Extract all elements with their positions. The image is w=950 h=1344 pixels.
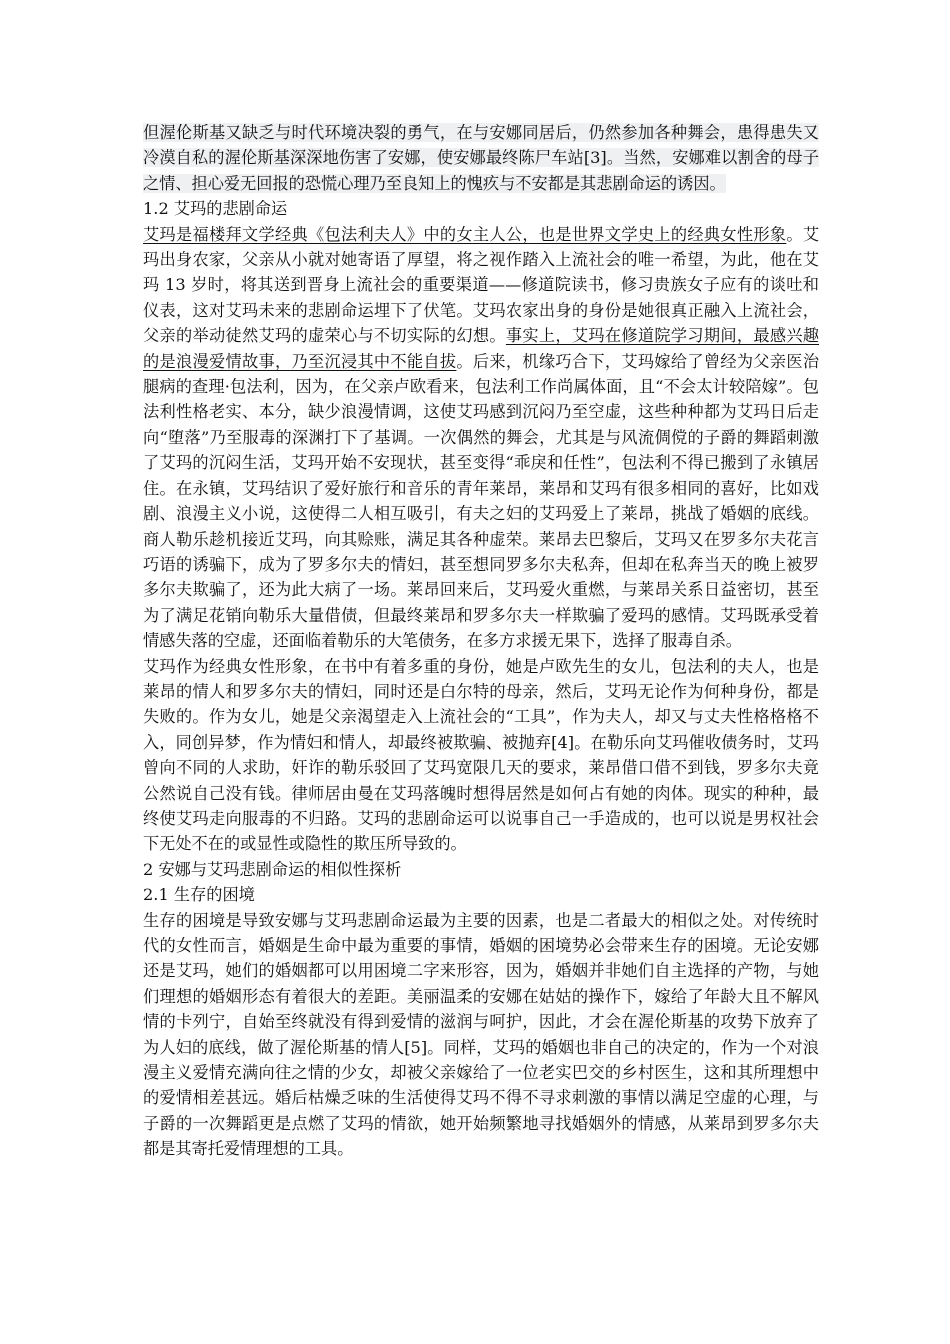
paragraph-emma-tragedy (143, 222, 819, 654)
section-heading-2 (143, 857, 819, 882)
paragraph-anna-tragedy-end (143, 120, 819, 196)
paragraph-emma-identities (143, 654, 819, 857)
section-heading-1-2 (143, 196, 819, 221)
paragraph-text: 。艾玛出身农家，父亲从小就对她寄语了厚望，将之视作踏入上流社会的唯一希望，为此，他在艾玛 13 岁时，将其送到晋身上流社会的重要渠道——修道院读书，修习贵族女子应有的谈吐和仪表，这对艾玛未来的悲剧命运埋下了伏笔。艾玛农家出身的身份是她很真正融入上流社会，父亲的举动徒然艾玛的虚荣心与不切实际的幻想。 (143, 224, 820, 346)
paragraph-text: 艾玛作为经典女性形象，在书中有着多重的身份，她是卢欧先生的女儿，包法利的夫人，也是莱昂的情人和罗多尔夫的情妇，同时还是白尔特的母亲，然后，艾玛无论作为何种身份，都是失败的。作为女儿，她是父亲渴望走入上流社会的“工具”，作为夫人，却又与丈夫性格格格不入，同创异梦，作为情妇和情人，却最终被欺骗、被抛弃[4]。在勒乐向艾玛催收债务时，艾玛曾向不同的人求助，奸诈的勒乐驳回了艾玛宽限几天的要求，莱昂借口借不到钱，罗多尔夫竟公然说自己没有钱。律师居由曼在艾玛落魄时想得居然是如何占有她的肉体。现实的种种，最终使艾玛走向服毒的不归路。艾玛的悲剧命运可以说事自己一手造成的，也可以说是男权社会下无处不在的或显性或隐性的欺压所导致的。 (143, 656, 819, 854)
heading-text: 2 安娜与艾玛悲剧命运的相似性探析 (143, 859, 402, 879)
heading-text: 2.1 生存的困境 (143, 885, 255, 905)
paragraph-text: 生存的困境是导致安娜与艾玛悲剧命运最为主要的因素，也是二者最大的相似之处。对传统时代的女性而言，婚姻是生命中最为重要的事情，婚姻的困境势必会带来生存的困境。无论安娜还是艾玛，她们的婚姻都可以用困境二字来形容，因为，婚姻并非她们自主选择的产物，与她们理想的婚姻形态有着很大的差距。美丽温柔的安娜在姑姑的操作下，嫁给了年龄大且不解风情的卡列宁，自始至终就没有得到爱情的滋润与呵护，因此，才会在渥伦斯基的攻势下放弃了为人妇的底线，做了渥伦斯基的情人[5]。同样，艾玛的婚姻也非自己的决定的，作为一个对浪漫主义爱情充满向往之情的少女，却被父亲嫁给了一位老实巴交的乡村医生，这和其所理想中的爱情相差甚远。婚后枯燥乏味的生活使得艾玛不得不寻求刺激的事情以满足空虚的心理，与子爵的一次舞蹈更是点燃了艾玛的情欲，她开始频繁地寻找婚姻外的情感，从莱昂到罗多尔夫都是其寄托爱情理想的工具。 (143, 910, 819, 1159)
paragraph-survival-dilemma (143, 908, 819, 1162)
document-page (143, 120, 819, 1162)
paragraph-text: 但渥伦斯基又缺乏与时代环境决裂的勇气，在与安娜同居后，仍然参加各种舞会，患得患失又冷漠自私的渥伦斯基深深地伤害了安娜，使安娜最终陈尸车站[3]。当然，安娜难以割舍的母子之情、担心爱无回报的恐慌心理乃至良知上的愧疚与不安都是其悲剧命运的诱因。 (143, 123, 819, 193)
paragraph-text: 。后来，机缘巧合下，艾玛嫁给了曾经为父亲医治腿病的查理·包法利，因为，在父亲卢欧看来，包法利工作尚属体面，且“不会太计较陪嫁”。包法利性格老实、本分，缺少浪漫情调，这使艾玛感到沉闷乃至空虚，这些种种都为艾玛日后走向“堕落”乃至服毒的深渊打下了基调。一次偶然的舞会，尤其是与风流倜傥的子爵的舞蹈刺激了艾玛的沉闷生活，艾玛开始不安现状，甚至变得“乖戾和任性”，包法利不得已搬到了永镇居住。在永镇，艾玛结识了爱好旅行和音乐的青年莱昂，莱昂和艾玛有很多相同的喜好，比如戏剧、浪漫主义小说，这使得二人相互吸引，有夫之妇的艾玛爱上了莱昂，挑战了婚姻的底线。商人勒乐趁机接近艾玛，向其赊账，满足其各种虚荣。莱昂去巴黎后，艾玛又在罗多尔夫花言巧语的诱骗下，成为了罗多尔夫的情妇，甚至想同罗多尔夫私奔，但却在私奔当天的晚上被罗多尔夫欺骗了，还为此大病了一场。莱昂回来后，艾玛爱火重燃，与莱昂关系日益密切，甚至为了满足花销向勒乐大量借债，但最终莱昂和罗多尔夫一样欺骗了爱玛的感情。艾玛既承受着情感失落的空虚，还面临着勒乐的大笔债务，在多方求援无果下，选择了服毒自杀。 (143, 351, 820, 651)
section-heading-2-1 (143, 882, 819, 907)
heading-text: 1.2 艾玛的悲剧命运 (143, 199, 288, 219)
underlined-sentence: 事实上，艾玛在修道院学习期间，最感兴趣的是浪漫爱情故事，乃至沉浸其中不能自拔 (143, 326, 820, 371)
underlined-sentence: 艾玛是福楼拜文学经典《包法利夫人》中的女主人公，也是世界文学史上的经典女性形象 (143, 224, 787, 244)
